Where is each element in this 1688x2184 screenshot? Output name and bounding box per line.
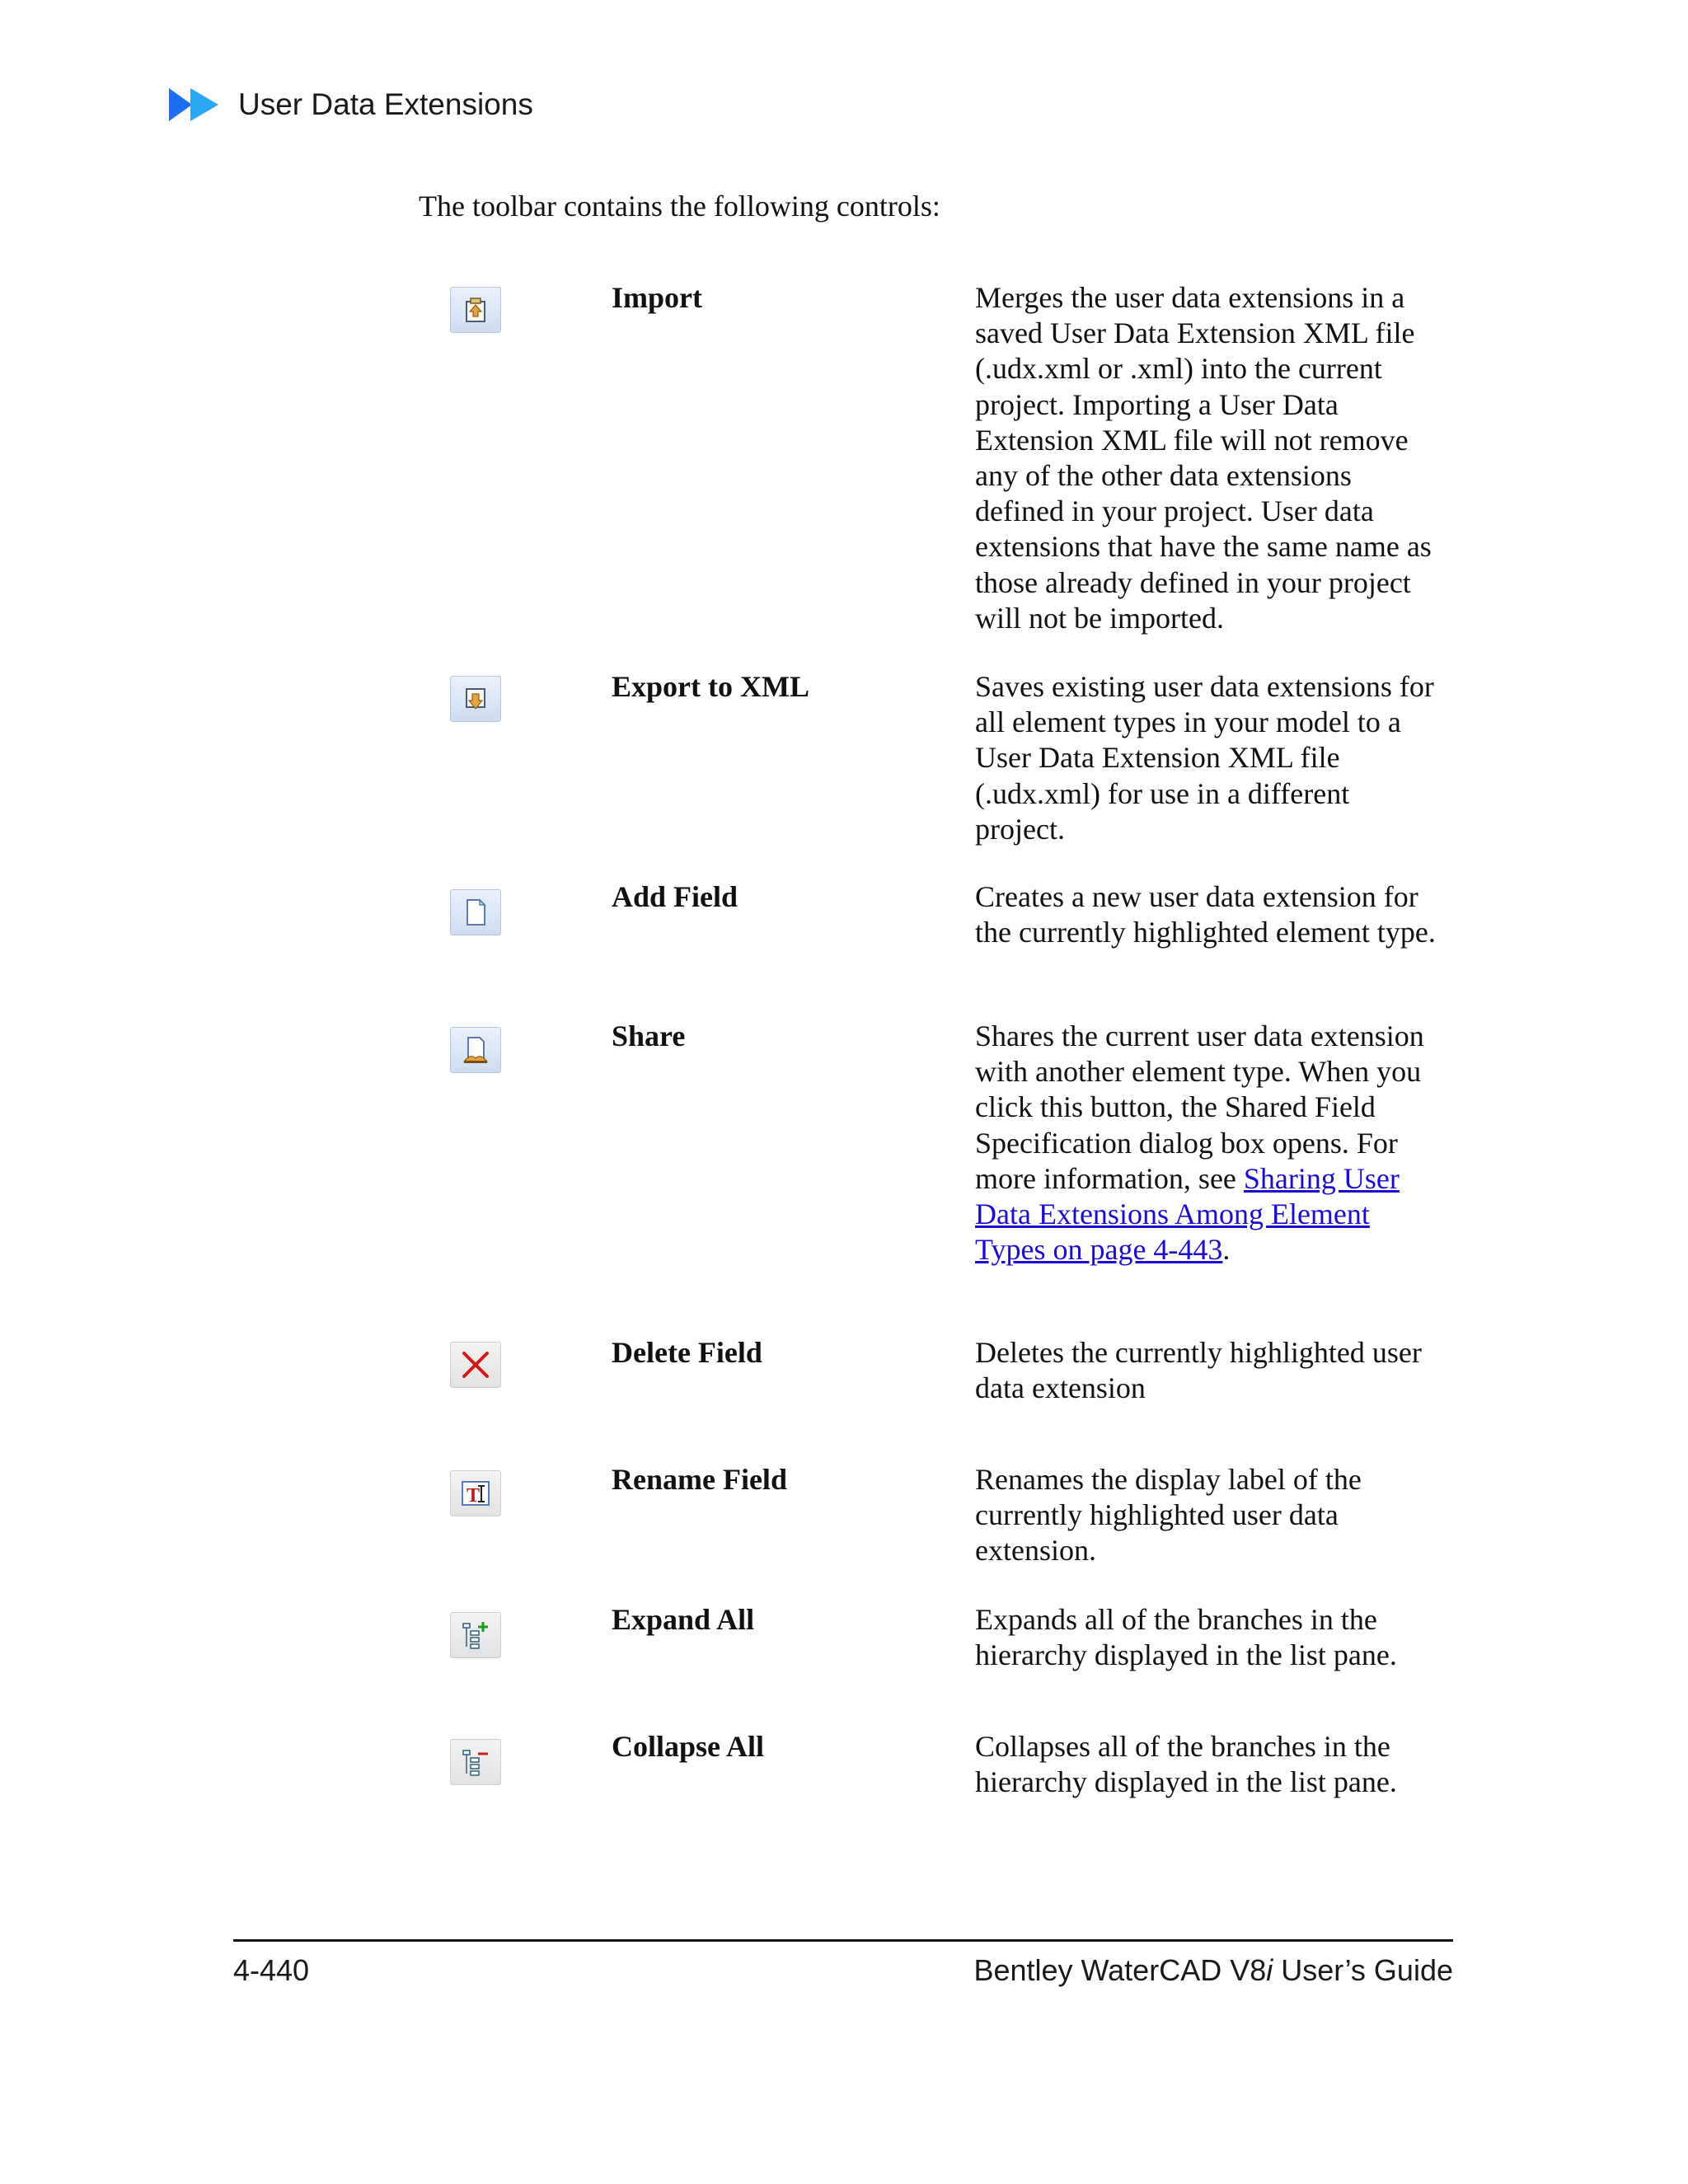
tool-description: Merges the user data extensions in a saved User Data Extension XML file (.udx.xml or .xml) into the current project. Importing a User Data Extension XML file will not remove any of the other data extensions defined in your project. User data extensions that have the same name as those already defined in your project will not be imported. — [975, 281, 1432, 635]
add-field-icon — [450, 889, 501, 935]
tool-name: Add Field — [612, 880, 738, 913]
tool-name: Delete Field — [612, 1336, 762, 1369]
share-icon — [450, 1027, 501, 1073]
tool-description: Collapses all of the branches in the hierarchy displayed in the list pane. — [975, 1730, 1397, 1799]
sharing-link[interactable]: Sharing User Data Extensions Among Element Types on page 4-443 — [975, 1161, 1400, 1267]
delete-icon — [450, 1342, 501, 1388]
page-number: 4-440 — [233, 1953, 310, 1987]
tool-description: Deletes the currently highlighted user data extension — [975, 1336, 1422, 1405]
double-arrow-icon — [169, 88, 220, 121]
expand-all-icon — [450, 1612, 501, 1658]
tool-description: Creates a new user data extension for the currently highlighted element type. — [975, 880, 1436, 949]
import-icon — [450, 287, 501, 333]
rename-icon — [450, 1470, 501, 1516]
tool-description: Shares the current user data extension with another element type. When you click this button, the Shared Field Specification dialog box opens. For more information, see Sharing User Data Extensions Among Element Types on page 4-443. — [975, 1019, 1424, 1267]
footer-divider — [233, 1939, 1453, 1942]
export-icon — [450, 676, 501, 722]
tool-description: Saves existing user data extensions for all element types in your model to a User Data Extension XML file (.udx.xml) for use in a different project. — [975, 670, 1434, 846]
collapse-all-icon — [450, 1739, 501, 1785]
tool-name: Export to XML — [612, 670, 809, 703]
guide-title: Bentley WaterCAD V8i User’s Guide — [973, 1953, 1453, 1987]
tool-name: Expand All — [612, 1603, 755, 1636]
svg-text:T: T — [467, 1485, 481, 1507]
tool-description: Renames the display label of the currently highlighted user data extension. — [975, 1463, 1362, 1568]
tool-name: Collapse All — [612, 1730, 765, 1763]
tool-name: Rename Field — [612, 1463, 787, 1496]
page-header — [169, 87, 533, 122]
tool-name: Import — [612, 281, 702, 314]
intro-text: The toolbar contains the following controls: — [419, 190, 940, 223]
tool-description: Expands all of the branches in the hierarchy displayed in the list pane. — [975, 1603, 1397, 1672]
header-title: User Data Extensions — [238, 87, 533, 121]
tool-name: Share — [612, 1019, 686, 1052]
